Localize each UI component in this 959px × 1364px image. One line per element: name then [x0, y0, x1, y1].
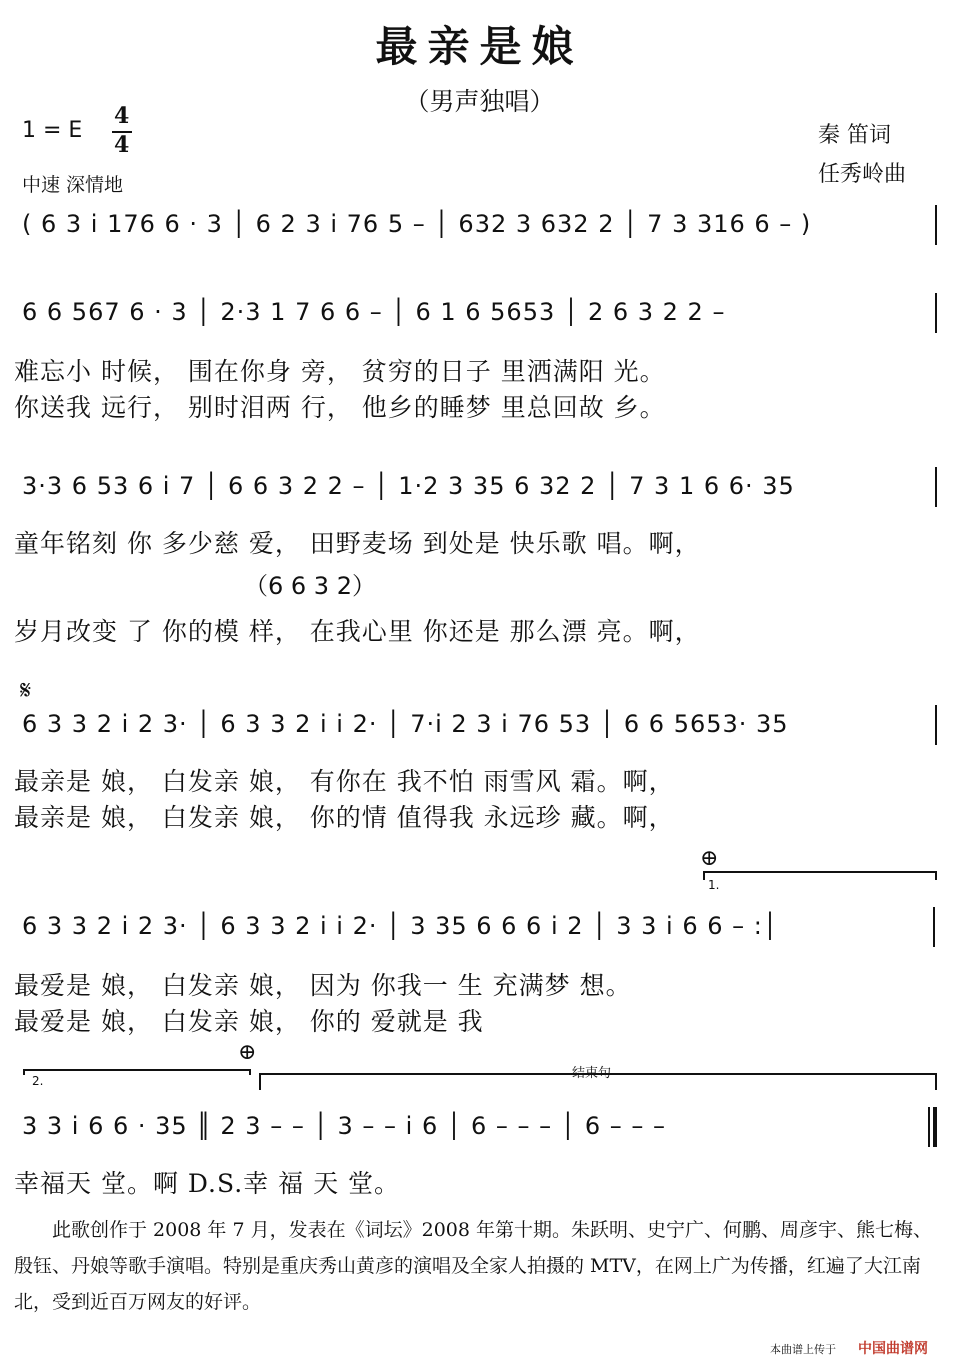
first-ending-label: 1. [708, 878, 720, 892]
notation: 6 6 567 6 · 3 │ 2·3 1 7 6 6 – │ 6 1 6 5653 │ 2 6 3 2 2 – [22, 298, 726, 326]
second-ending-label: 2. [32, 1074, 44, 1088]
notation: 3·3 6 53 6 i 7 │ 6 6 3 2 2 – │ 1·2 3 35 6 32 2 │ 7 3 1 6 6· 35 [22, 472, 795, 500]
song-title: 最亲是娘 [375, 22, 584, 71]
notation: ( 6 3 i 176 6 · 3 │ 6 2 3 i 76 5 – │ 632 3 632 2 │ 7 3 316 6 – ) [22, 210, 812, 238]
time-signature-bottom: 4 [114, 132, 130, 158]
coda-sign: ⊕ [700, 846, 719, 871]
notation: 6 3 3 2 i 2 3· │ 6 3 3 2 i i 2· │ 3 35 6 6 6 i 2 │ 3 3 i 6 6 – :│ [22, 912, 779, 940]
song-notes-paragraph: 此歌创作于 2008 年 7 月，发表在《词坛》2008 年第十期。朱跃明、史宁广、何鹏、周彦宇、熊七梅、殷钰、丹娘等歌手演唱。特别是重庆秀山黄彦的演唱及全家人拍摄的 MTV，在网上广为传播，红遍了大江南北，受到近百万网友的好评。 [14, 1219, 932, 1313]
lyrics-verse-1: 幸福天 堂。啊 D.S.幸 福 天 堂。 [14, 1169, 401, 1198]
lyrics-verse-1: 最亲是 娘， 白发亲 娘， 有你在 我不怕 雨雪风 霜。啊， [14, 767, 675, 796]
lyrics-verse-2: 岁月改变 了 你的模 样， 在我心里 你还是 那么漂 亮。啊， [14, 617, 701, 646]
notation: 6 3 3 2 i 2 3· │ 6 3 3 2 i i 2· │ 7·i 2 3 i 76 53 │ 6 6 5653· 35 [22, 710, 789, 738]
lyrics-verse-2: 最亲是 娘， 白发亲 娘， 你的情 值得我 永远珍 藏。啊， [14, 803, 675, 832]
lyrics-verse-2: 最爱是 娘， 白发亲 娘， 你的 爱就是 我 [14, 1007, 484, 1036]
key-signature: 1 = E [22, 118, 83, 143]
segno-sign: 𝄋 [20, 676, 32, 706]
lyrics-verse-1: 难忘小 时候， 围在你身 旁， 贫穷的日子 里洒满阳 光。 [14, 357, 666, 386]
song-subtitle: （男声独唱） [404, 87, 555, 116]
alternate-notes: （6 6 3 2） [244, 572, 376, 600]
tempo-marking: 中速 深情地 [22, 174, 124, 196]
lyrics-verse-1: 最爱是 娘， 白发亲 娘， 因为 你我一 生 充满梦 想。 [14, 971, 632, 1000]
lyricist: 秦 笛词 [818, 123, 891, 148]
lyrics-verse-2: 你送我 远行， 别时泪两 行， 他乡的睡梦 里总回故 乡。 [14, 393, 666, 422]
coda-sign: ⊕ [238, 1040, 257, 1065]
ending-phrase-label: 结束句 [572, 1066, 612, 1081]
notation: 3 3 i 6 6 · 35 ║ 2 3 – – │ 3 – – i 6 │ 6 – – – │ 6 – – – [22, 1112, 666, 1140]
composer: 任秀岭曲 [818, 162, 907, 187]
upload-credit: 本曲谱上传于 [770, 1343, 836, 1356]
time-signature-top: 4 [114, 103, 130, 129]
lyrics-verse-1: 童年铭刻 你 多少慈 爱， 田野麦场 到处是 快乐歌 唱。啊， [14, 529, 701, 558]
site-logo: 中国曲谱网 [858, 1341, 928, 1357]
